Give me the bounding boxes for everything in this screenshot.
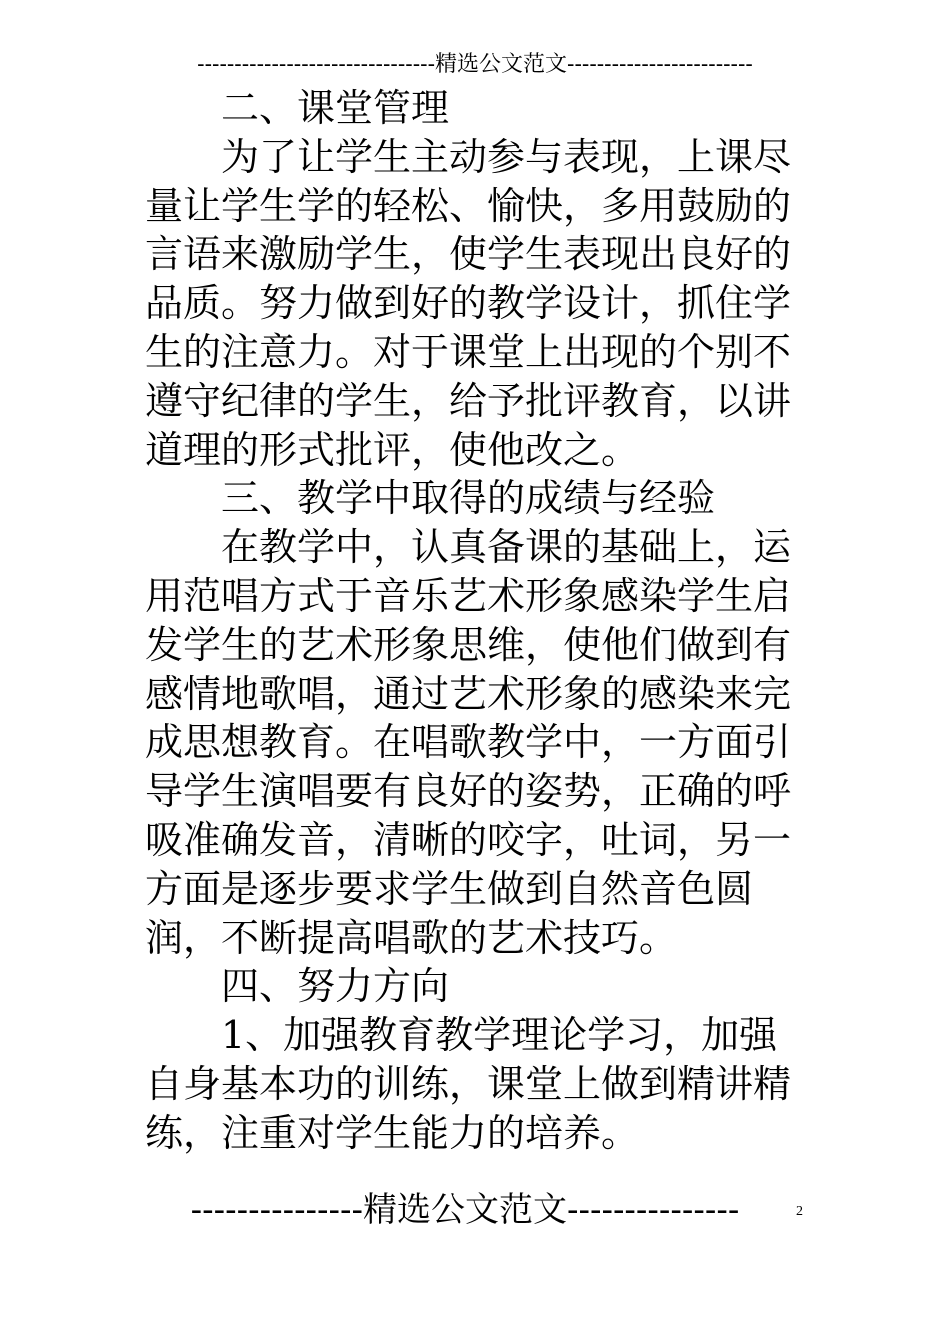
page-number: 2 — [796, 1204, 803, 1219]
page-header: --------------------------------精选公文范文------------------------- — [197, 52, 753, 77]
document-body — [145, 84, 810, 1158]
paragraph-classroom-management: 为了让学生主动参与表现，上课尽量让学生学的轻松、愉快，多用鼓励的言语来激励学生，使学生表现出良好的品质。努力做到好的教学设计，抓住学生的注意力。对于课堂上出现的个别不遵守纪律的学生，给予批评教育，以讲道理的形式批评，使他改之。 — [145, 134, 792, 472]
paragraph-direction-item-1: 1、加强教育教学理论学习，加强自身基本功的训练，课堂上做到精讲精练，注重对学生能力的培养。 — [145, 1013, 792, 1155]
section-heading-direction: 四、努力方向 — [221, 964, 450, 1009]
section-heading-achievements: 三、教学中取得的成绩与经验 — [221, 476, 716, 521]
page-footer: ---------------精选公文范文--------------- — [190, 1190, 740, 1230]
section-heading-classroom-management: 二、课堂管理 — [221, 86, 450, 130]
paragraph-achievements: 在教学中，认真备课的基础上，运用范唱方式于音乐艺术形象感染学生启发学生的艺术形象思维，使他们做到有感情地歌唱，通过艺术形象的感染来完成思想教育。在唱歌教学中，一方面引导学生演唱要有良好的姿势，正确的呼吸准确发音，清晰的咬字，吐词，另一方面是逐步要求学生做到自然音色圆润，不断提高唱歌的艺术技巧。 — [145, 525, 792, 960]
